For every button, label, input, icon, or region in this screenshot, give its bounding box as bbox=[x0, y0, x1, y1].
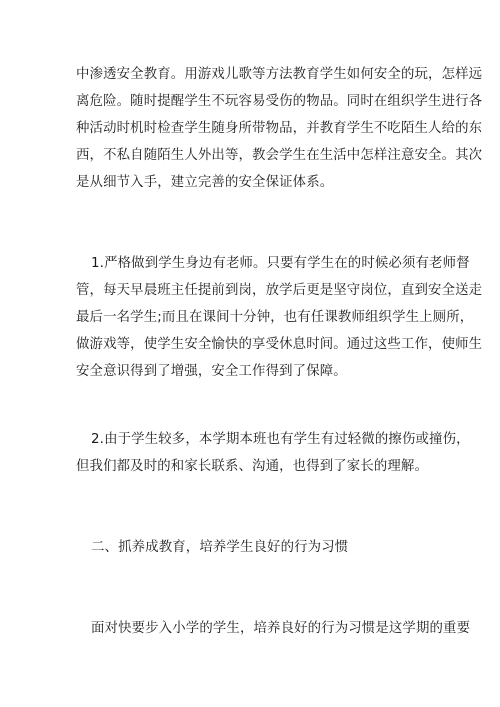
text-line: 最后一名学生;而且在课间十分钟，也有任课教师组织学生上厕所， bbox=[76, 310, 474, 325]
text-line: 管，每天早晨班主任提前到岗，放学后更是坚守岗位，直到安全送走 bbox=[76, 283, 483, 298]
text-line: 安全意识得到了增强，安全工作得到了保障。 bbox=[76, 364, 347, 379]
text-line: 种活动时机时检查学生随身所带物品，并教育学生不吃陌生人给的东 bbox=[76, 121, 483, 136]
text-line: 西，不私自随陌生人外出等，教会学生在生活中怎样注意安全。其次 bbox=[76, 148, 483, 163]
text-line: 1.严格做到学生身边有老师。只要有学生在的时候必须有老师督 bbox=[91, 256, 470, 271]
section-heading: 二、抓养成教育，培养学生良好的行为习惯 bbox=[91, 540, 349, 555]
text-line: 中渗透安全教育。用游戏儿歌等方法教育学生如何安全的玩，怎样远 bbox=[76, 67, 483, 82]
text-line: 是从细节入手，建立完善的安全保证体系。 bbox=[76, 175, 334, 190]
text-line: 离危险。随时提醒学生不玩容易受伤的物品。同时在组织学生进行各 bbox=[76, 94, 483, 109]
text-line: 2.由于学生较多，本学期本班也有学生有过轻微的擦伤或撞伤， bbox=[91, 432, 470, 447]
text-line: 但我们都及时的和家长联系、沟通，也得到了家长的理解。 bbox=[76, 459, 429, 474]
text-line: 面对快要步入小学的学生，培养良好的行为习惯是这学期的重要 bbox=[91, 621, 471, 636]
text-line: 做游戏等，使学生安全愉快的享受休息时间。通过这些工作，使师生 bbox=[76, 337, 483, 352]
